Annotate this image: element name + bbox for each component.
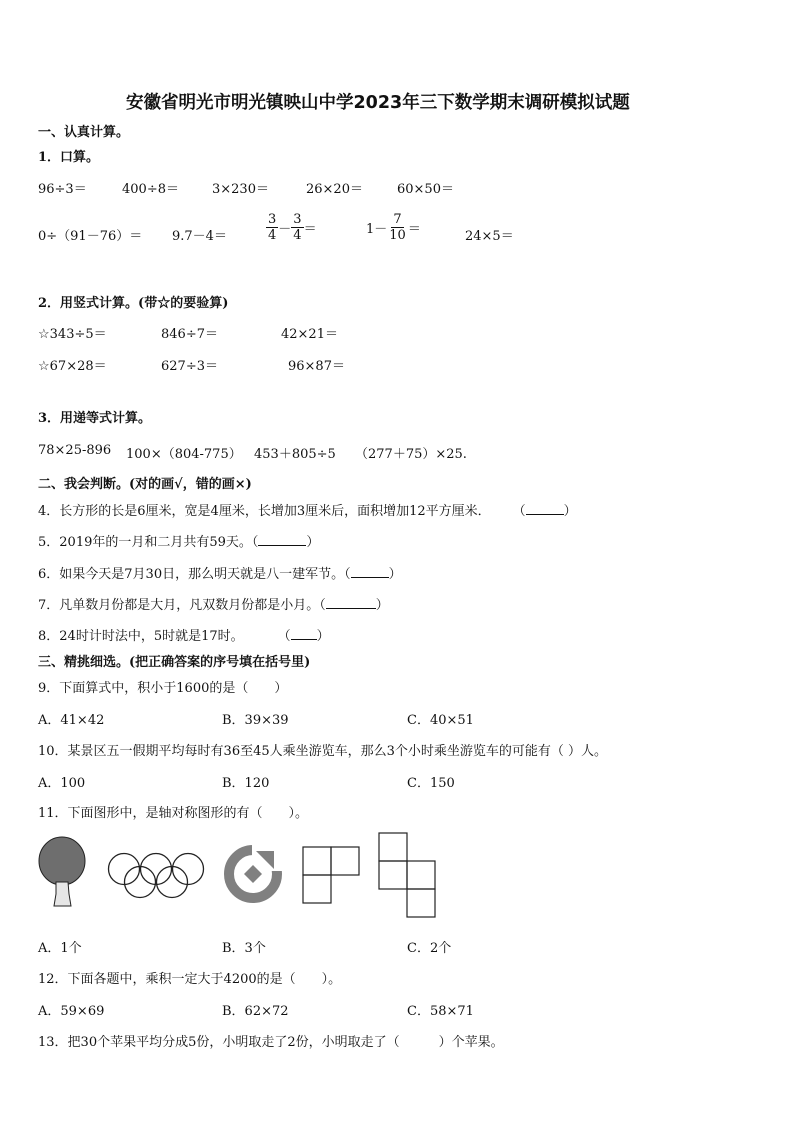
paren-open: （ bbox=[251, 535, 259, 550]
fraction-expression-2 bbox=[366, 212, 421, 243]
choice-option[interactable]: B．120 bbox=[222, 776, 270, 791]
q2-item: 627÷3＝ bbox=[161, 359, 218, 374]
paren-close: ） bbox=[306, 535, 320, 550]
square bbox=[303, 875, 331, 903]
q1-item: 60×50＝ bbox=[397, 182, 454, 197]
choice-option[interactable]: C．2个 bbox=[407, 941, 452, 956]
paddle-head bbox=[39, 837, 85, 885]
choice-option[interactable]: B．62×72 bbox=[222, 1004, 289, 1019]
judge-question bbox=[38, 563, 402, 582]
section-3-heading: 三、精挑细选。(把正确答案的序号填在括号里) bbox=[38, 655, 311, 670]
q2-item: 42×21＝ bbox=[281, 327, 338, 342]
stair-squares-figure bbox=[378, 832, 438, 920]
fill-question-13: 13．把30个苹果平均分成5份，小明取走了2份，小明取走了（ ）个苹果。 bbox=[38, 1035, 504, 1050]
answer-blank[interactable] bbox=[351, 565, 389, 578]
q3-item: 78×25-896 bbox=[38, 443, 112, 458]
question-text: 7．凡单数月份都是大月，凡双数月份都是小月。 bbox=[38, 598, 320, 613]
q1-item: 26×20＝ bbox=[306, 182, 363, 197]
question-text: 6．如果今天是7月30日，那么明天就是八一建军节。 bbox=[38, 567, 345, 582]
q2-label: 2．用竖式计算。(带☆的要验算) bbox=[38, 296, 229, 311]
question-text: 4．长方形的长是6厘米，宽是4厘米，长增加3厘米后，面积增加12平方厘米． bbox=[38, 504, 491, 519]
question-text: 5．2019年的一月和二月共有59天。 bbox=[38, 535, 252, 550]
square bbox=[379, 861, 407, 889]
section-1-heading: 一、认真计算。 bbox=[38, 125, 130, 140]
q1-item: 3×230＝ bbox=[212, 182, 269, 197]
answer-blank[interactable] bbox=[326, 596, 376, 609]
choice-option[interactable]: C．150 bbox=[407, 776, 455, 791]
choice-question: 12．下面各题中，乘积一定大于4200的是（ ）。 bbox=[38, 972, 342, 987]
judge-question bbox=[38, 500, 577, 519]
fraction: $\frac{3}{4}$ bbox=[268, 212, 277, 243]
paren-open: （ bbox=[277, 629, 291, 644]
l-shape-squares-figure bbox=[302, 846, 362, 906]
section-2-heading: 二、我会判断。(对的画√，错的画×) bbox=[38, 477, 252, 492]
square bbox=[303, 847, 331, 875]
square bbox=[407, 861, 435, 889]
choice-question: 10．某景区五一假期平均每时有36至45人乘坐游览车，那么3个小时乘坐游览车的可能有（ ）人。 bbox=[38, 744, 608, 759]
q3-item: 453＋805÷5 bbox=[254, 447, 336, 462]
answer-blank[interactable] bbox=[258, 533, 306, 546]
paren-open: （ bbox=[512, 504, 526, 519]
q2-item: 846÷7＝ bbox=[161, 327, 218, 342]
q1-label: 1．口算。 bbox=[38, 150, 100, 165]
paren-open: （ bbox=[319, 598, 326, 613]
one-minus: 1－ bbox=[366, 222, 388, 237]
choice-option[interactable]: C．58×71 bbox=[407, 1004, 474, 1019]
paren-close: ） bbox=[563, 504, 577, 519]
q2-item: ☆343÷5＝ bbox=[38, 327, 107, 342]
q1-item: 0÷（91－76）＝ bbox=[38, 229, 143, 244]
bank-logo-figure bbox=[222, 843, 284, 905]
judge-question bbox=[38, 531, 319, 550]
q2-item: ☆67×28＝ bbox=[38, 359, 107, 374]
choice-option[interactable]: A．59×69 bbox=[38, 1004, 105, 1019]
q3-item: （277＋75）×25. bbox=[355, 447, 467, 462]
choice-option[interactable]: B．3个 bbox=[222, 941, 266, 956]
question-text: 8．24时计时法中，5时就是17时。 bbox=[38, 629, 244, 644]
choice-option[interactable]: A．1个 bbox=[38, 941, 82, 956]
q1-item: 9.7－4＝ bbox=[172, 229, 227, 244]
olympic-rings-figure bbox=[104, 852, 208, 900]
choice-option[interactable]: A．41×42 bbox=[38, 713, 105, 728]
answer-blank[interactable] bbox=[291, 627, 317, 640]
equals-sign: ＝ bbox=[407, 222, 421, 237]
page-title: 安徽省明光市明光镇映山中学2023年三下数学期末调研模拟试题 bbox=[126, 93, 630, 113]
paren-close: ） bbox=[316, 629, 330, 644]
equals-sign: ＝ bbox=[303, 222, 317, 237]
square bbox=[379, 833, 407, 861]
square bbox=[331, 847, 359, 875]
ping-pong-paddle-figure bbox=[38, 836, 88, 908]
paddle-handle bbox=[54, 882, 71, 906]
choice-option[interactable]: B．39×39 bbox=[222, 713, 289, 728]
q3-label: 3．用递等式计算。 bbox=[38, 411, 152, 426]
square bbox=[407, 889, 435, 917]
fraction: $\frac{7}{10}$ bbox=[389, 212, 406, 243]
q2-item: 96×87＝ bbox=[288, 359, 345, 374]
choice-option[interactable]: C．40×51 bbox=[407, 713, 474, 728]
judge-question bbox=[38, 594, 389, 613]
q1-item: 400÷8＝ bbox=[122, 182, 179, 197]
q3-item: 100×（804-775） bbox=[126, 447, 242, 462]
paren-open: （ bbox=[344, 567, 351, 582]
fraction: $\frac{3}{4}$ bbox=[293, 212, 302, 243]
q1-item: 24×5＝ bbox=[465, 229, 514, 244]
minus-sign: － bbox=[278, 222, 292, 237]
choice-question: 9．下面算式中，积小于1600的是（ ） bbox=[38, 681, 288, 696]
choice-question: 11．下面图形中，是轴对称图形的有（ ）。 bbox=[38, 806, 309, 821]
paren-close: ） bbox=[388, 567, 402, 582]
q1-item: 96÷3＝ bbox=[38, 182, 87, 197]
judge-question bbox=[38, 625, 330, 644]
fraction-expression-1 bbox=[266, 212, 317, 243]
paren-close: ） bbox=[375, 598, 389, 613]
answer-blank[interactable] bbox=[526, 502, 564, 515]
choice-option[interactable]: A．100 bbox=[38, 776, 86, 791]
